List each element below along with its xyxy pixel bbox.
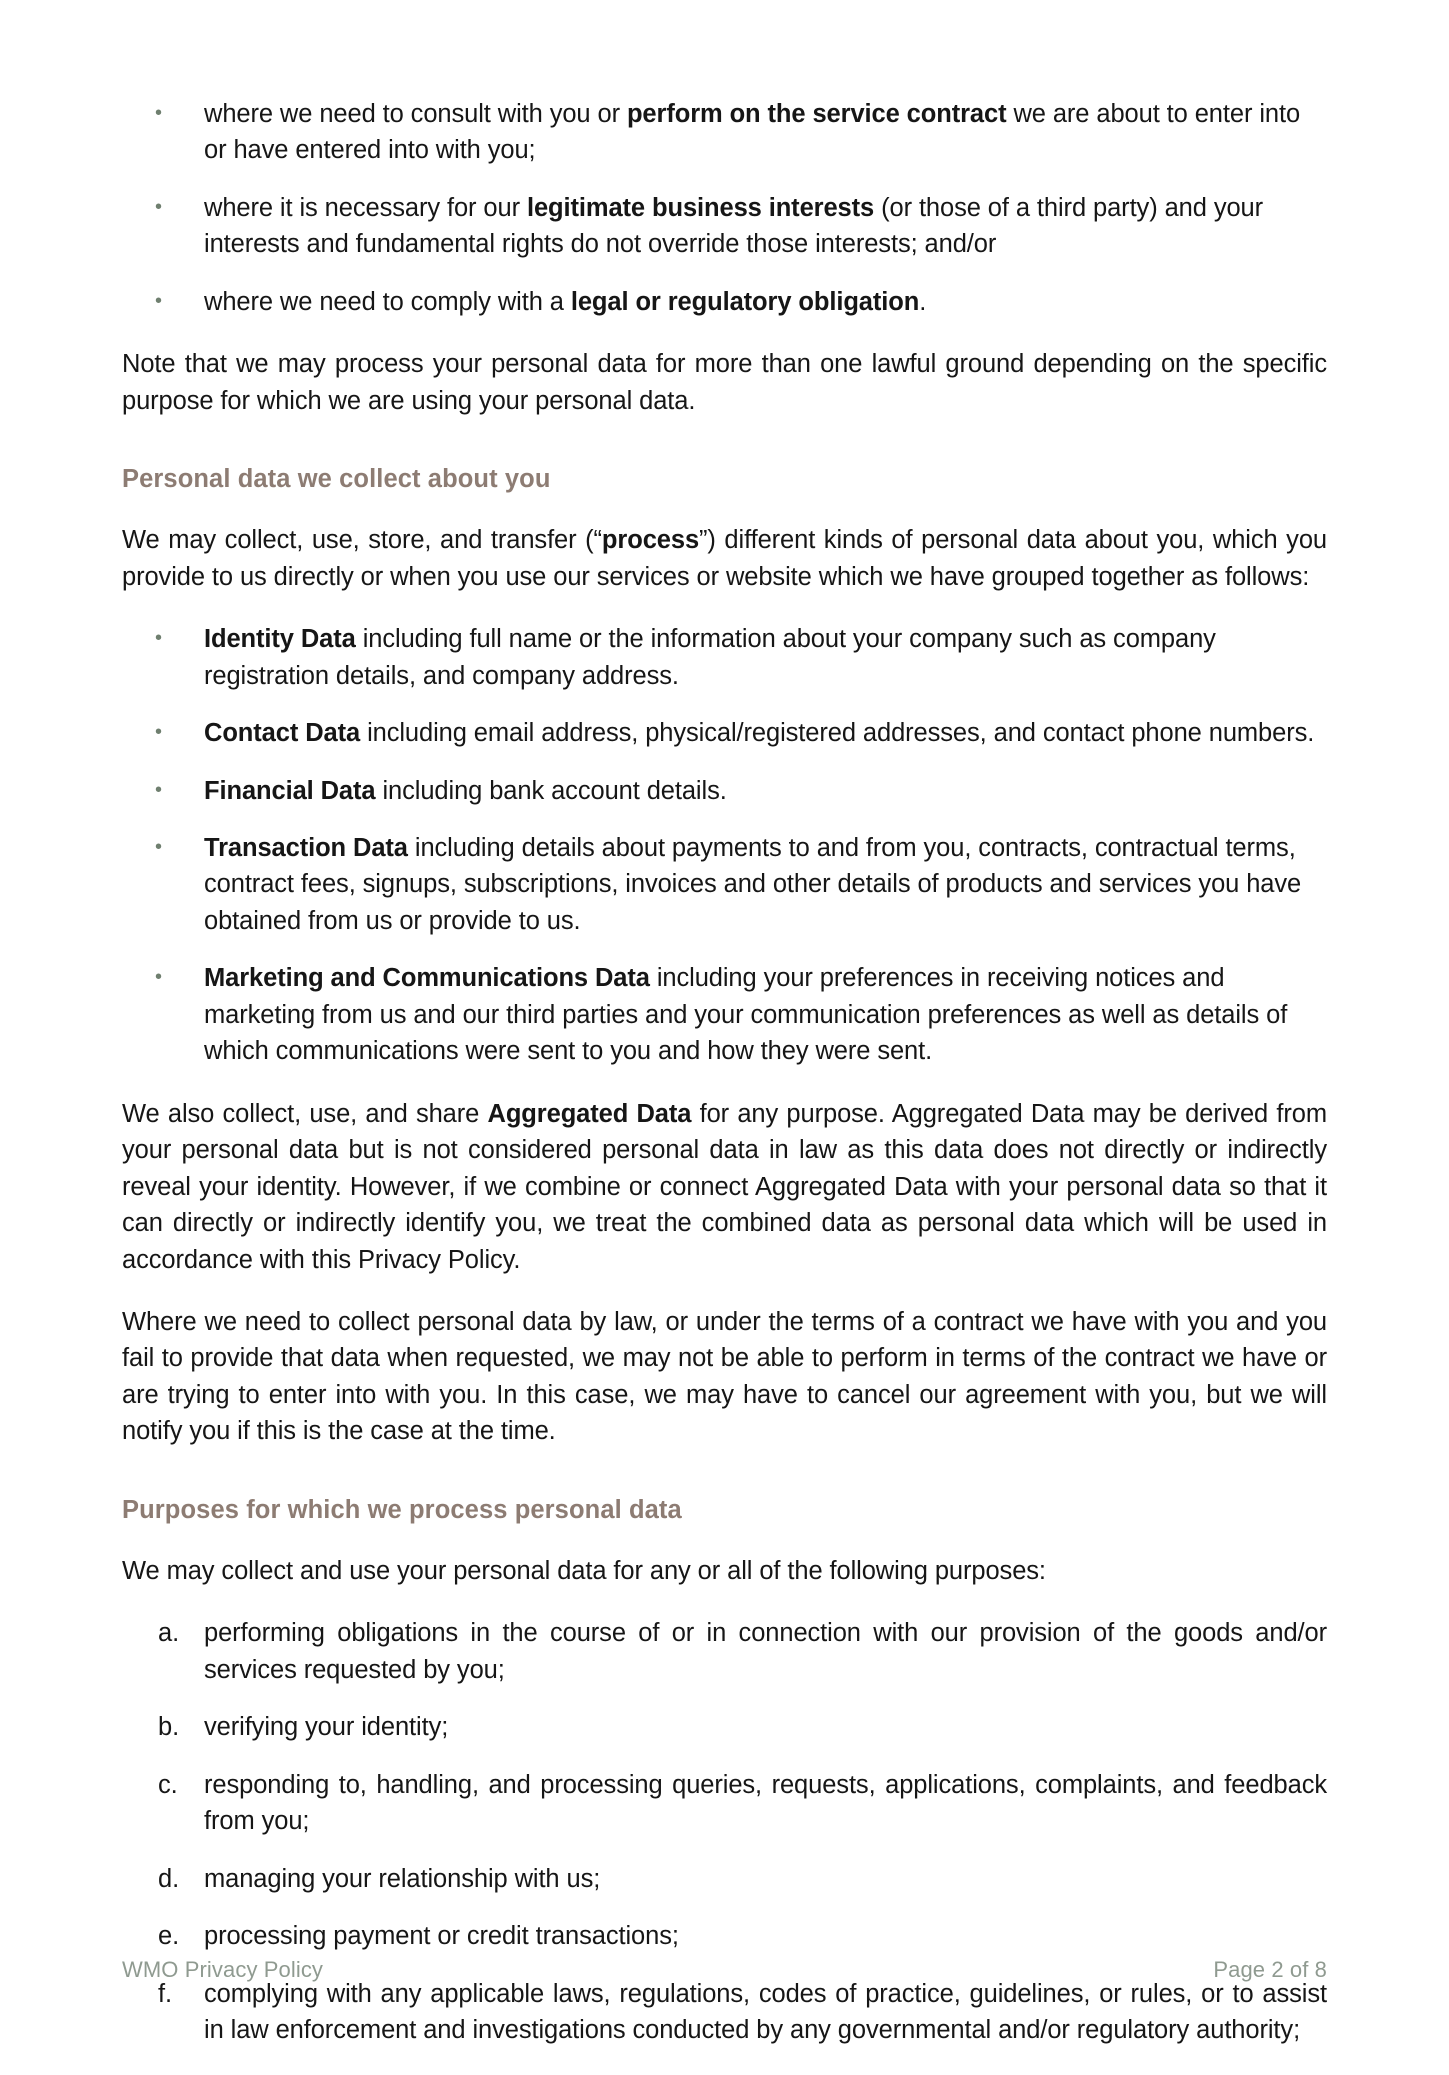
list-item [122,960,1327,1069]
bullet-icon: • [155,966,162,989]
list-item-text-post: we are about to enter into or have entered into with you; [204,100,1301,165]
list-item [122,1976,1327,2049]
list-item-text: performing obligations in the course of or in connection with our provision of the goods and/or services requested by you; [204,1619,1327,1684]
footer-document-title: WMO Privacy Policy [122,1956,324,1982]
personal-data-intro [122,522,1327,595]
list-marker: c. [158,1770,178,1799]
list-item [122,1918,1327,1954]
list-item-text: verifying your identity; [204,1713,449,1742]
section-heading-personal-data: Personal data we collect about you [122,465,551,494]
intro-text-post: ”) different kinds of personal data about you, which you provide to us directly or when you use our services or website which we have grouped together as follows: [122,526,1327,591]
list-item [122,621,1327,694]
list-marker: a. [158,1619,180,1648]
list-item-text-pre: where we need to comply with a [204,287,571,316]
list-marker: b. [158,1713,180,1742]
list-item-text-post: (or those of a third party) and your interests and fundamental rights do not override those interests; and/or [204,193,1264,259]
list-item-text-post: . [919,287,927,316]
page-footer [122,1957,1327,1983]
category-description: including details about payments to and from you, contracts, contractual terms, contract fees, signups, subscriptions, invoices and other details of products and services you have obtained from us or provide to us. [204,834,1302,935]
category-description: including email address, physical/registered addresses, and contact phone numbers. [360,719,1315,748]
section-heading-purposes: Purposes for which we process personal data [122,1495,682,1524]
list-marker: d. [158,1864,180,1893]
category-label: Marketing and Communications Data [204,964,650,993]
list-marker: f. [158,1979,172,2008]
list-item-text-bold: perform on the service contract [626,100,1007,128]
list-item [122,1861,1327,1897]
list-item [122,190,1327,263]
list-item [122,284,1327,320]
category-description: including bank account details. [375,776,727,805]
category-label: Contact Data [204,719,361,748]
bullet-icon: • [155,289,162,312]
purposes-intro: We may collect and use your personal data for any or all of the following purposes: [122,1556,1046,1585]
category-description: including full name or the information about your company such as company registration details, and company address. [204,625,1216,690]
category-label: Transaction Data [204,834,408,863]
lawful-grounds-note: Note that we may process your personal data for more than one lawful ground depending on the specific purpose for which we are using your personal data. [122,350,1327,415]
purposes-list [122,1615,1327,2048]
bullet-icon: • [155,102,162,124]
list-item-text-pre: where we need to consult with you or [204,100,627,128]
footer-page-number: Page 2 of 8 [1213,1956,1327,1982]
list-item-text: processing payment or credit transactions; [204,1922,679,1951]
list-item [122,1709,1327,1745]
list-item [122,773,1327,809]
list-item-text-bold: legitimate business interests [526,193,875,222]
aggregated-text-bold: Aggregated Data [487,1099,692,1128]
category-description: including your preferences in receiving notices and marketing from us and our third parties and your communication preferences as well as details of which communications were sent to you and how they were sent. [204,964,1288,1066]
bullet-icon: • [155,721,162,744]
list-item-text-pre: where it is necessary for our [204,193,527,222]
list-item [122,1767,1327,1840]
bullet-icon: • [155,778,162,801]
category-label: Financial Data [204,776,376,805]
aggregated-text-pre: We also collect, use, and share [122,1099,488,1128]
list-item-text: managing your relationship with us; [204,1864,601,1893]
failure-to-provide-paragraph: Where we need to collect personal data by law, or under the terms of a contract we have with you and you fail to provide that data when requested, we may not be able to perform in terms of the contract we have or are trying to enter into with you. In this case, we may have to cancel our agreement with you, but we will notify you if this is the case at the time. [122,1308,1327,1446]
intro-text-bold: process [601,526,700,555]
list-item [122,830,1327,939]
personal-data-categories-list [122,621,1327,1070]
list-item [122,96,1327,169]
bullet-icon: • [155,836,162,859]
list-item-text: complying with any applicable laws, regulations, codes of practice, guidelines, or rules, or to assist in law enforcement and investigations conducted by any governmental and/or regulatory authority; [204,1979,1327,2045]
bullet-icon: • [155,195,162,218]
aggregated-data-paragraph [122,1096,1327,1278]
bullet-icon: • [155,627,162,650]
list-item-text-bold: legal or regulatory obligation [570,287,920,316]
list-item-text: responding to, handling, and processing queries, requests, applications, complaints, and feedback from you; [204,1770,1327,1836]
category-label: Identity Data [204,625,356,654]
list-marker: e. [158,1922,180,1951]
page-content [122,96,1327,2049]
lawful-grounds-list [122,96,1327,320]
intro-text-pre: We may collect, use, store, and transfer (“ [122,526,602,555]
aggregated-text-post: for any purpose. Aggregated Data may be derived from your personal data but is not considered personal data in law as this data does not directly or indirectly reveal your identity. However, if we combine or connect Aggregated Data with your personal data so that it can directly or indirectly identify you, we treat the combined data as personal data which will be used in accordance with this Privacy Policy. [122,1099,1327,1274]
list-item [122,1615,1327,1688]
list-item [122,715,1327,751]
